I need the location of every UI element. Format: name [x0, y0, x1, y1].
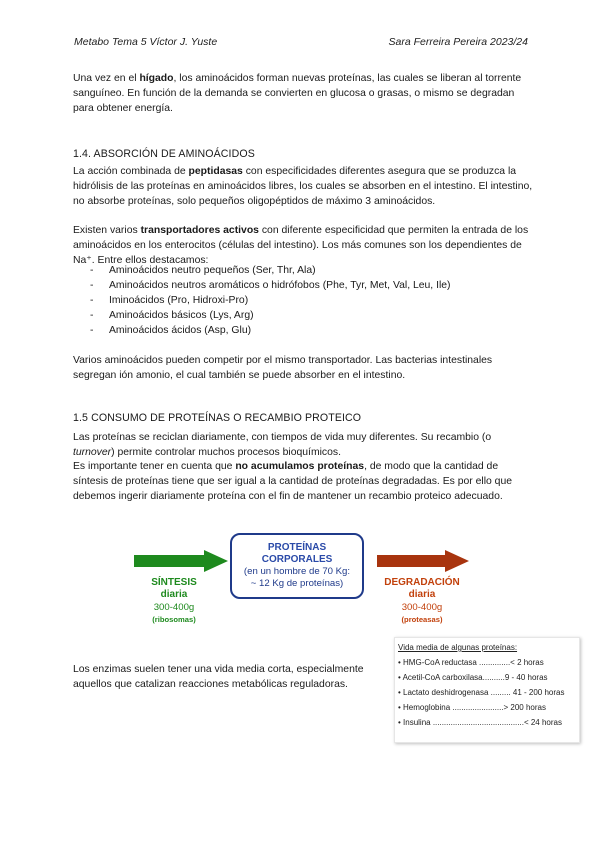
intro-bold: hígado [139, 73, 174, 84]
list-item: - Aminoácidos neutro pequeños (Ser, Thr, Ala) [90, 263, 451, 278]
body-proteins-box [230, 533, 364, 599]
section-14-paragraph-3: Varios aminoácidos pueden competir por el mismo transportador. Las bacterias intestinales segregan ión amonio, el cual también se puede absorber en el intestino. [73, 355, 493, 381]
list-item: - Aminoácidos ácidos (Asp, Glu) [90, 323, 451, 338]
degradation-arrow [377, 550, 469, 572]
section-14-title: 1.4. ABSORCIÓN DE AMINOÁCIDOS [73, 148, 255, 160]
half-life-row: • Acetil-CoA carboxilasa..........9 - 40 horas [398, 673, 548, 682]
center-note-1: (en un hombre de 70 Kg: [243, 566, 351, 577]
header-left: Metabo Tema 5 Víctor J. Yuste [74, 36, 218, 48]
degradation-label: DEGRADACIÓN diaria 300-400g (proteasas) [384, 577, 460, 624]
transporter-list [90, 263, 451, 338]
section-15-title: 1.5 CONSUMO DE PROTEÍNAS O RECAMBIO PROTEICO [73, 412, 362, 424]
half-life-row: • HMG-CoA reductasa ..............< 2 horas [398, 658, 544, 667]
half-life-row: • Insulina .........................................< 24 horas [398, 718, 562, 727]
half-life-title: Vida media de algunas proteínas: [398, 643, 518, 652]
enzymes-note: Los enzimas suelen tener una vida media corta, especialmente aquellos que catalizan reacciones metabólicas reguladoras. [73, 664, 364, 690]
center-title-1: PROTEÍNAS [267, 542, 327, 553]
center-title-2: CORPORALES [261, 554, 333, 565]
header-right: Sara Ferreira Pereira 2023/24 [388, 36, 528, 48]
half-life-table [394, 637, 580, 743]
center-note-2: ~ 12 Kg de proteínas) [250, 578, 344, 589]
list-item: - Aminoácidos básicos (Lys, Arg) [90, 308, 451, 323]
half-life-row: • Lactato deshidrogenasa ......... 41 - 200 horas [398, 688, 565, 697]
synthesis-arrow [134, 550, 228, 572]
section-15-paragraph-1: Las proteínas se reciclan diariamente, con tiempos de vida muy diferentes. Su recambio (o turnover) permite controlar muchos procesos bioquímicos. [73, 432, 492, 458]
intro-paragraph: Una vez en el hígado, los aminoácidos forman nuevas proteínas, las cuales se liberan al torrente sanguíneo. En función de la demanda se convierten en glucosa o grasas, o mismo se degradan para obtener energía. [73, 73, 522, 114]
half-life-row: • Hemoglobina .......................> 200 horas [398, 703, 546, 712]
section-15-paragraph-2: Es importante tener en cuenta que no acumulamos proteínas, de modo que la cantidad de síntesis de proteínas tiene que ser igual a la cantidad de proteínas degradadas. Es por ello que debemos ingerir diariamente proteína con el fin de mantener un recambio proteico adecuado. [73, 461, 513, 502]
synthesis-label: SÍNTESIS diaria 300-400g (ribosomas) [151, 577, 197, 624]
section-14-paragraph-2: Existen varios transportadores activos con diferente especificidad que permiten la entrada de los aminoácidos en los enterocitos (células del intestino). Los más comunes son los dependientes de Na⁺. Entre ellos destacamos: [73, 225, 529, 266]
list-item: - Iminoácidos (Pro, Hidroxi-Pro) [90, 293, 451, 308]
section-14-paragraph-1: La acción combinada de peptidasas con especificidades diferentes asegura que se produzca la hidrólisis de las proteínas en aminoácidos libres, los cuales se absorben en el intestino. El intestino, no absorbe proteínas, solo pequeños oligopéptidos de máximo 3 aminoácidos. [73, 166, 533, 207]
list-item: - Aminoácidos neutros aromáticos o hidrófobos (Phe, Tyr, Met, Val, Leu, Ile) [90, 278, 451, 293]
